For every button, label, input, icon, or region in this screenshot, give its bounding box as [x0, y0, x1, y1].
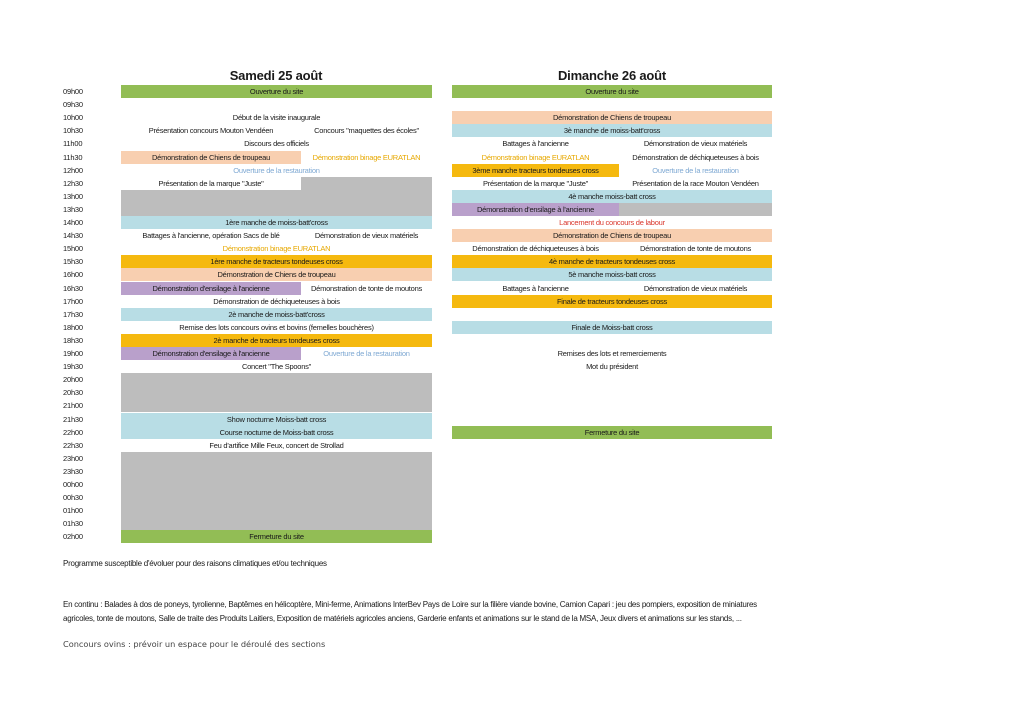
saturday-title: Samedi 25 août: [229, 68, 323, 83]
schedule-block: [301, 177, 432, 190]
schedule-event: Concert "The Spoons": [241, 362, 312, 372]
schedule-event: 3ème manche tracteurs tondeuses cross: [452, 164, 619, 177]
sunday-title: Dimanche 26 août: [557, 68, 667, 83]
schedule-event: Début de la visite inaugurale: [232, 113, 321, 123]
time-label: 09h00: [63, 87, 83, 96]
schedule-event: Démonstration d'ensilage à l'ancienne: [452, 203, 619, 216]
time-label: 21h00: [63, 401, 83, 411]
time-label: 22h30: [63, 440, 83, 450]
schedule-event: Démonstration de vieux matériels: [643, 283, 748, 293]
schedule-block: [619, 203, 772, 216]
time-label: 02h00: [63, 532, 83, 542]
schedule-event: Remise des lots concours ovins et bovins (femelles bouchères): [179, 322, 374, 332]
schedule-event: Course nocturne de Moiss-batt cross: [121, 426, 432, 439]
schedule-event: Concours "maquettes des écoles": [314, 126, 419, 136]
schedule-event: Présentation concours Mouton Vendéen: [148, 126, 274, 136]
schedule-block: [121, 452, 432, 531]
time-label: 19h30: [63, 362, 83, 372]
schedule-event: Démonstration binage EURATLAN: [481, 152, 590, 162]
time-label: 01h00: [63, 506, 83, 516]
schedule-event: 2è manche de moiss-batt'cross: [121, 308, 432, 321]
time-label: 22h00: [63, 427, 83, 437]
schedule-event: Fermeture du site: [452, 426, 772, 439]
schedule-event: Démonstration binage EURATLAN: [312, 152, 421, 162]
schedule-event: Démonstration de Chiens de troupeau: [121, 268, 432, 281]
schedule-event: Mot du président: [586, 362, 638, 372]
schedule-event: 2è manche de tracteurs tondeuses cross: [121, 334, 432, 347]
time-label: 16h00: [63, 270, 83, 280]
schedule-event: Démonstration d'ensilage à l'ancienne: [121, 282, 301, 295]
ovins-note: Concours ovins : prévoir un espace pour le déroulé des sections: [63, 639, 326, 649]
time-label: 12h00: [63, 165, 83, 175]
schedule-event: Ouverture du site: [452, 85, 772, 98]
time-label: 21h30: [63, 414, 83, 424]
schedule-event: Démonstration de déchiqueteuses à bois: [632, 152, 759, 162]
schedule-event: Battages à l'ancienne: [502, 139, 569, 149]
schedule-event: Battages à l'ancienne: [502, 283, 569, 293]
schedule-event: Démonstration de déchiqueteuses à bois: [472, 244, 599, 254]
time-label: 15h30: [63, 257, 83, 267]
time-label: 09h30: [63, 100, 83, 110]
time-label: 23h30: [63, 466, 83, 476]
schedule-event: 3è manche de moiss-batt'cross: [452, 124, 772, 137]
time-label: 14h30: [63, 231, 83, 241]
schedule-event: Démonstration de Chiens de troupeau: [452, 111, 772, 124]
time-label: 18h30: [63, 335, 83, 345]
schedule-event: Démonstration de déchiqueteuses à bois: [213, 296, 340, 306]
time-label: 14h00: [63, 218, 83, 227]
time-label: 15h00: [63, 244, 83, 254]
continuous-activities-line1: En continu : Balades à dos de poneys, tyrolienne, Baptêmes en hélicoptère, Mini-ferme, Animations InterBev Pays de Loire sur la filière viande bovine, Camion Capari : jeu des pompiers, exposition de miniatures: [63, 600, 757, 609]
schedule-event: Démonstration de vieux matériels: [643, 139, 748, 149]
schedule-event: Ouverture de la restauration: [323, 349, 410, 358]
schedule-event: Démonstration de Chiens de troupeau: [121, 151, 301, 164]
time-label: 00h30: [63, 493, 83, 503]
schedule-event: Démonstration de tonte de moutons: [311, 283, 422, 293]
time-label: 19h00: [63, 349, 83, 358]
schedule-event: 1ère manche de tracteurs tondeuses cross: [121, 255, 432, 268]
time-label: 20h00: [63, 375, 83, 385]
schedule-event: Démonstration de tonte de moutons: [640, 244, 751, 254]
schedule-event: Démonstration de vieux matériels: [314, 231, 419, 241]
schedule-event: Finale de Moiss-batt cross: [452, 321, 772, 334]
schedule-event: 4è manche moiss-batt cross: [452, 190, 772, 203]
schedule-event: 5è manche moiss-batt cross: [452, 268, 772, 281]
time-label: 20h30: [63, 388, 83, 398]
time-label: 17h30: [63, 309, 83, 319]
time-label: 18h00: [63, 322, 83, 332]
schedule-event: Lancement du concours de labour: [559, 218, 665, 227]
schedule-event: Show nocturne Moiss-batt cross: [121, 413, 432, 426]
schedule-event: Démonstration de Chiens de troupeau: [452, 229, 772, 242]
weather-note: Programme susceptible d'évoluer pour des raisons climatiques et/ou techniques: [63, 559, 327, 568]
time-label: 13h00: [63, 191, 83, 201]
time-label: 00h00: [63, 480, 83, 489]
schedule-event: Présentation de la marque "Juste": [482, 178, 589, 188]
schedule-block: [121, 373, 432, 412]
schedule-event: 4è manche de tracteurs tondeuses cross: [452, 255, 772, 268]
schedule-event: Finale de tracteurs tondeuses cross: [452, 295, 772, 308]
schedule-event: Démonstration binage EURATLAN: [222, 244, 331, 254]
schedule-event: 1ère manche de moiss-batt'cross: [121, 216, 432, 229]
schedule-event: Ouverture de la restauration: [233, 165, 320, 175]
schedule-event: Présentation de la marque "Juste": [158, 178, 264, 188]
schedule-event: Démonstration d'ensilage à l'ancienne: [121, 347, 301, 360]
time-label: 11h00: [63, 139, 83, 149]
time-label: 16h30: [63, 283, 83, 293]
schedule-event: Discours des officiels: [244, 139, 309, 149]
time-label: 10h00: [63, 113, 83, 123]
schedule-block: [121, 190, 432, 216]
time-label: 12h30: [63, 178, 83, 188]
time-label: 23h00: [63, 453, 83, 463]
schedule-event: Battages à l'ancienne, opération Sacs de blé: [142, 231, 280, 241]
time-label: 13h30: [63, 204, 83, 214]
schedule-event: Ouverture de la restauration: [652, 165, 739, 175]
continuous-activities-line2: agricoles, tonte de moutons, Salle de traite des Produits Laitiers, Exposition de matériels agricoles anciens, Garderie enfants et animations sur le stand de la MSA, Jeux divers et animations sur les stands, ...: [63, 614, 742, 623]
schedule-event: Feu d'artifice Mille Feux, concert de Strollad: [209, 440, 344, 450]
schedule-event: Ouverture du site: [121, 85, 432, 98]
time-label: 11h30: [63, 152, 83, 162]
schedule-event: Fermeture du site: [121, 530, 432, 543]
schedule-event: Remises des lots et remerciements: [557, 349, 667, 358]
time-label: 01h30: [63, 519, 83, 529]
schedule-event: Présentation de la race Mouton Vendéen: [632, 178, 759, 188]
time-label: 17h00: [63, 296, 83, 306]
time-label: 10h30: [63, 126, 83, 136]
